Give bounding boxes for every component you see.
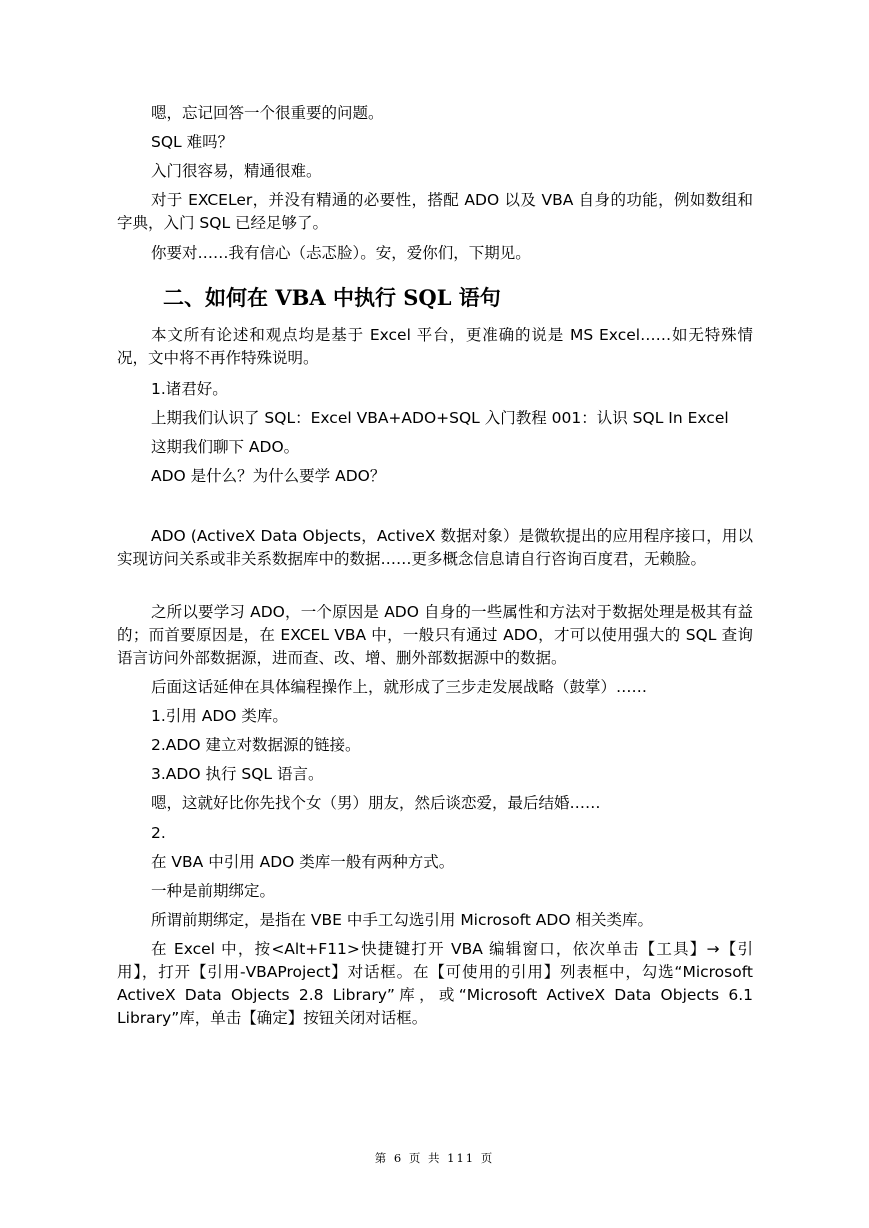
paragraph-section-2: 2.	[151, 824, 166, 842]
paragraph-three-steps: 后面这话延伸在具体编程操作上，就形成了三步走发展战略（鼓掌）……	[151, 678, 648, 696]
paragraph-sql-hard: SQL 难吗？	[151, 133, 234, 151]
paragraph-early-binding: 一种是前期绑定。	[151, 882, 276, 900]
paragraph-analogy: 嗯，这就好比你先找个女（男）朋友，然后谈恋爱，最后结婚……	[151, 794, 601, 812]
paragraph-step-1: 1.引用 ADO 类库。	[151, 707, 288, 725]
paragraph-platform-note: 本文所有论述和观点均是基于 Excel 平台，更准确的说是 MS Excel……如无特殊情况，文中将不再作特殊说明。	[117, 326, 753, 367]
paragraph-greeting: 1.诸君好。	[151, 380, 228, 398]
paragraph-two-ways: 在 VBA 中引用 ADO 类库一般有两种方式。	[151, 853, 455, 871]
paragraph-see-you: 你要对……我有信心（忐忑脸）。安，爱你们，下期见。	[151, 244, 531, 262]
paragraph-step-3: 3.ADO 执行 SQL 语言。	[151, 765, 324, 783]
paragraph-reference-steps: 在 Excel 中，按<Alt+F11>快捷键打开 VBA 编辑窗口，依次单击【工具】→【引用】，打开【引用-VBAProject】对话框。在【可使用的引用】列表框中，勾选“Microsoft ActiveX Data Objects 2.8 Library”库，或“Microsoft ActiveX Data Objects 6.1 Library”库，单击【确定】按钮关闭对话框。	[117, 940, 753, 1027]
paragraph-what-is-ado: ADO 是什么？为什么要学 ADO？	[151, 467, 386, 485]
paragraph-step-2: 2.ADO 建立对数据源的链接。	[151, 736, 361, 754]
paragraph-early-binding-def: 所谓前期绑定，是指在 VBE 中手工勾选引用 Microsoft ADO 相关类库。	[151, 911, 653, 929]
section-heading: 二、如何在 VBA 中执行 SQL 语句	[163, 285, 501, 310]
paragraph-excel-users: 对于 EXCELer，并没有精通的必要性，搭配 ADO 以及 VBA 自身的功能，例如数组和字典，入门 SQL 已经足够了。	[117, 191, 753, 232]
paragraph-last-issue: 上期我们认识了 SQL：Excel VBA+ADO+SQL 入门教程 001：认识 SQL In Excel	[151, 409, 729, 427]
page-footer: 第 6 页 共 111 页	[374, 1151, 495, 1165]
paragraph-why-ado: 之所以要学习 ADO，一个原因是 ADO 自身的一些属性和方法对于数据处理是极其有益的；而首要原因是，在 EXCEL VBA 中，一般只有通过 ADO，才可以使用强大的 SQL 查询语言访问外部数据源，进而查、改、增、删外部数据源中的数据。	[117, 603, 753, 667]
paragraph-ado-definition: ADO (ActiveX Data Objects，ActiveX 数据对象）是微软提出的应用程序接口，用以实现访问关系或非关系数据库中的数据……更多概念信息请自行咨询百度君，无赖脸。	[117, 527, 753, 568]
paragraph-easy-entry: 入门很容易，精通很难。	[151, 162, 322, 180]
paragraph-forgot-question: 嗯，忘记回答一个很重要的问题。	[151, 104, 384, 122]
paragraph-this-issue: 这期我们聊下 ADO。	[151, 438, 300, 456]
